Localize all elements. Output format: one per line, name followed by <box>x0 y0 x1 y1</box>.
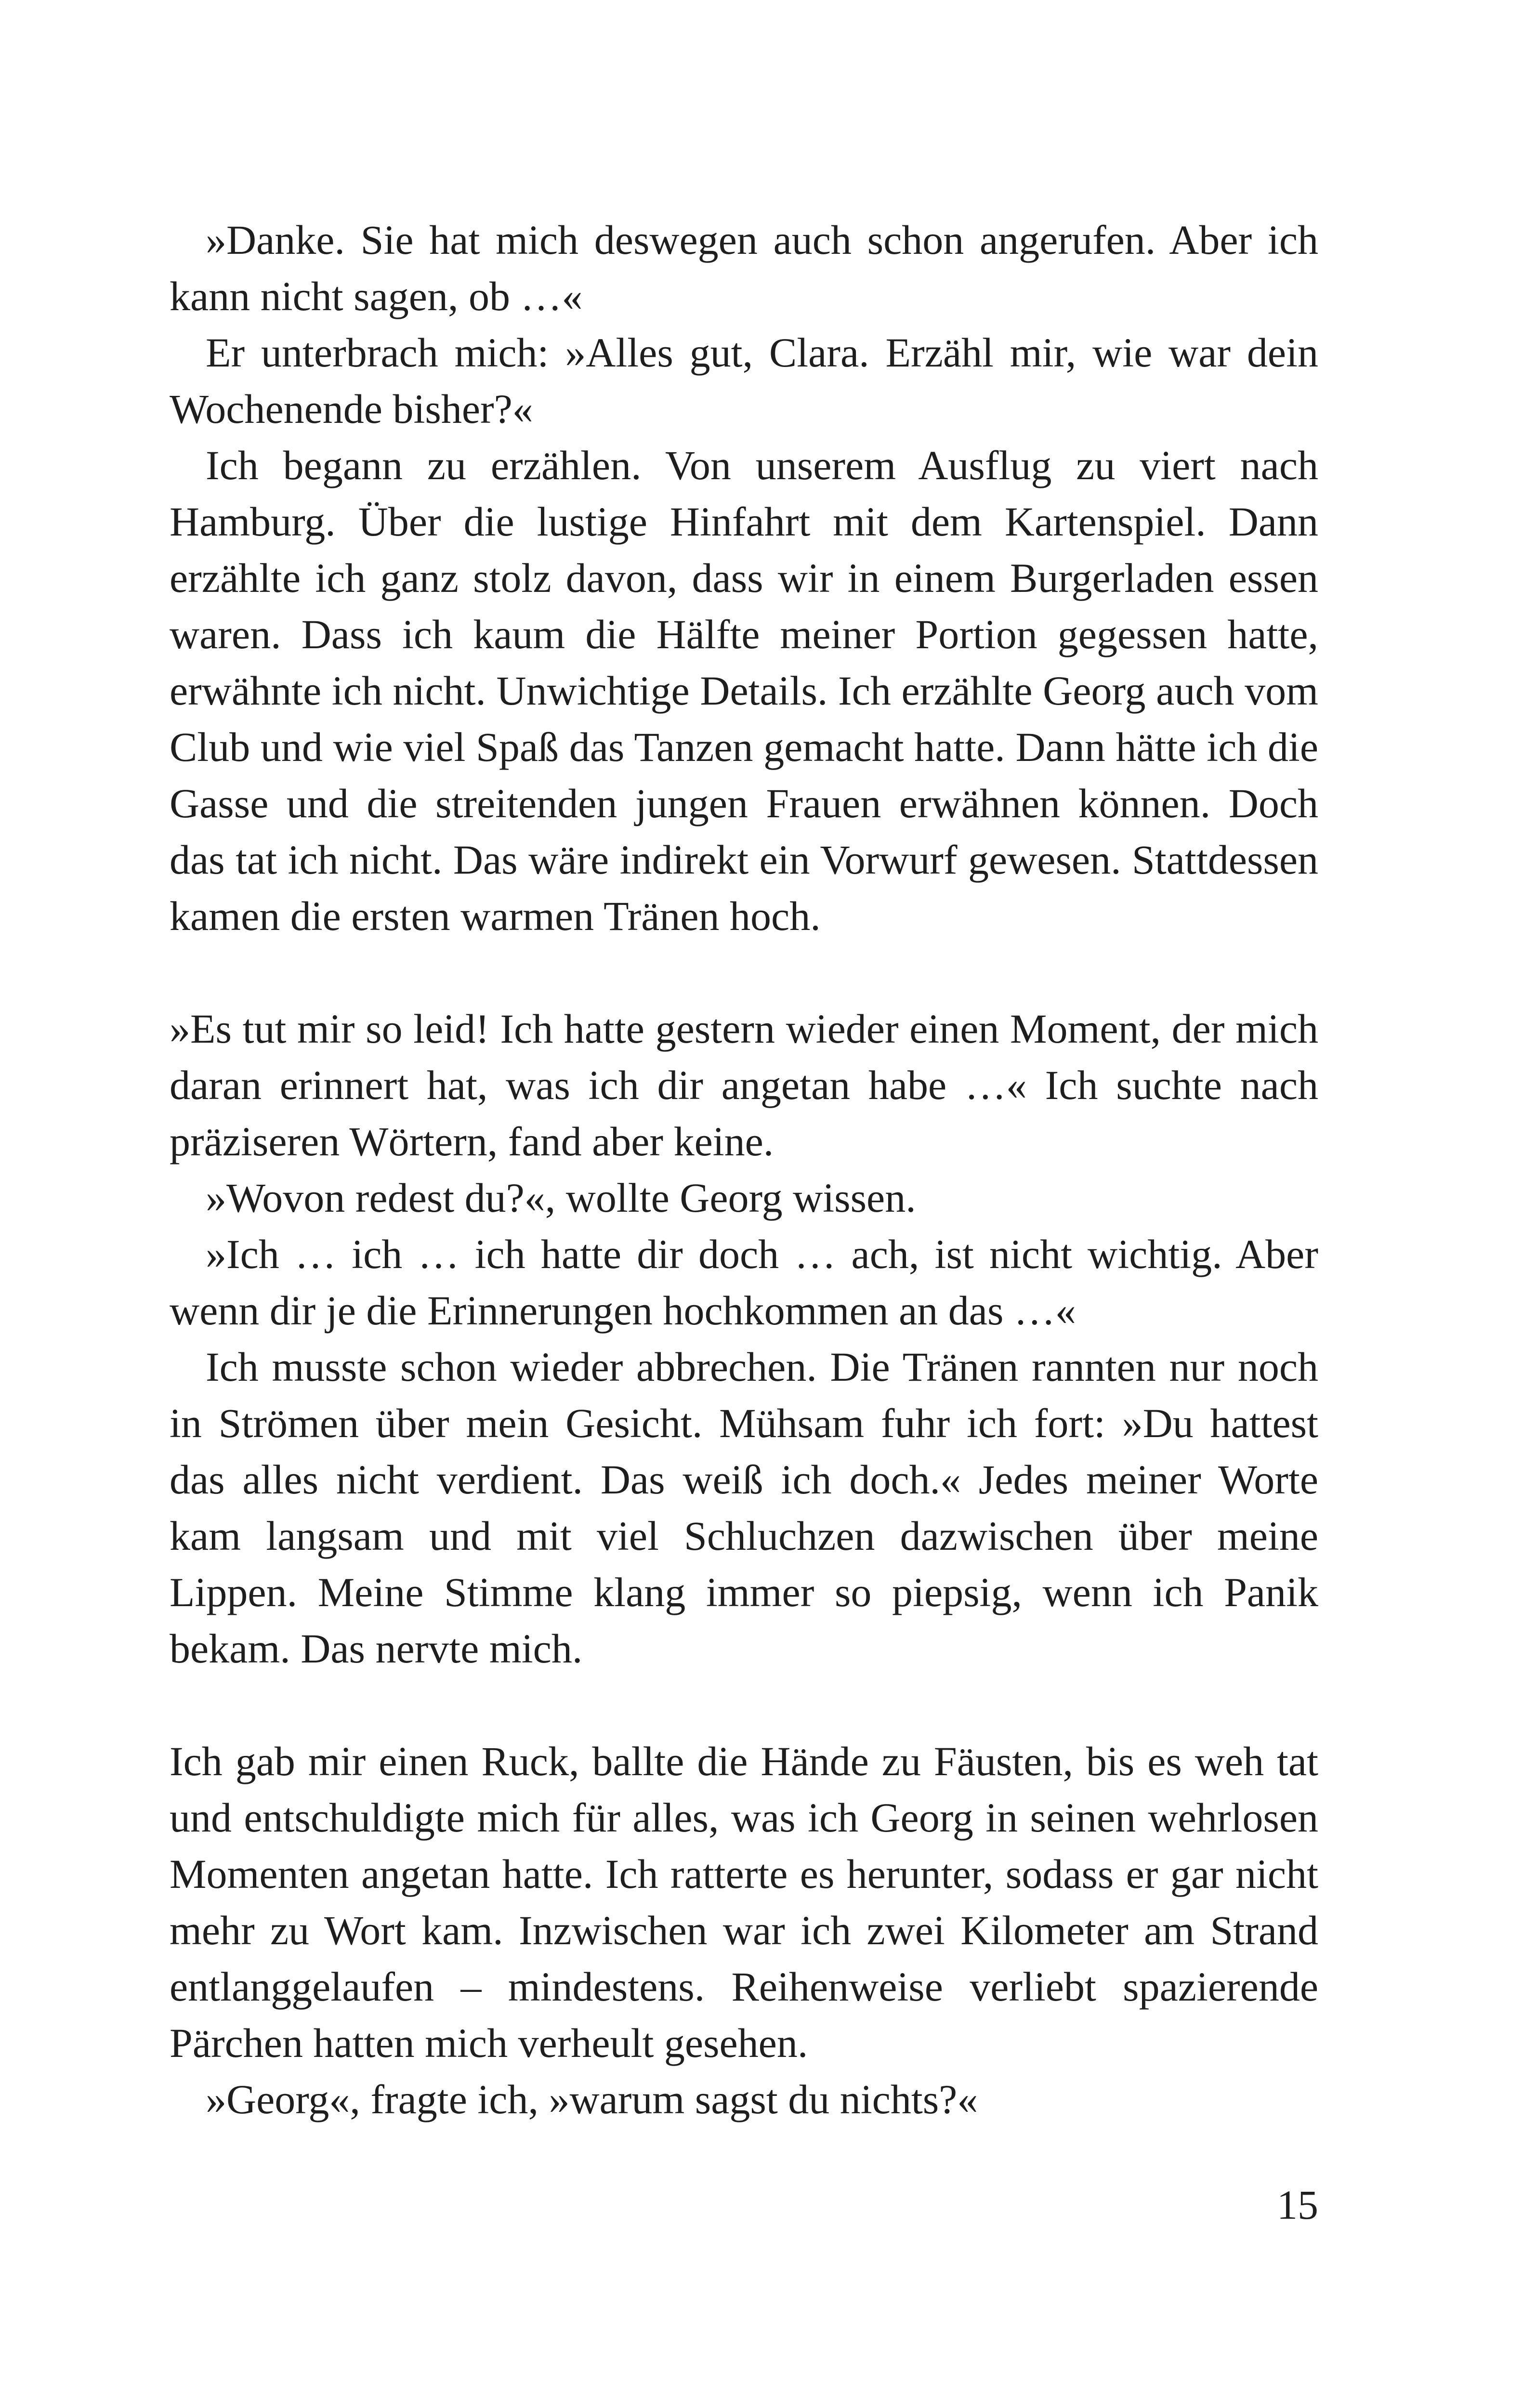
paragraph: Ich musste schon wieder abbrechen. Die Tränen rannten nur noch in Strömen über mein Gesicht. Mühsam fuhr ich fort: »Du hattest das alles nicht verdient. Das weiß ich doch.« Jedes meiner Worte kam langsam und mit viel Schluchzen dazwischen über meine Lippen. Meine Stimme klang immer so piepsig, wenn ich Panik bekam. Das nervte mich. <box>170 1344 1318 1672</box>
paragraph: Er unterbrach mich: »Alles gut, Clara. Erzähl mir, wie war dein Wochenende bisher?« <box>170 329 1318 432</box>
paragraph: Ich begann zu erzählen. Von unserem Ausflug zu viert nach Hamburg. Über die lustige Hinfahrt mit dem Kartenspiel. Dann erzählte ich ganz stolz davon, dass wir in einem Burgerladen essen waren. Dass ich kaum die Hälfte meiner Portion gegessen hatte, erwähnte ich nicht. Unwichtige Details. Ich erzählte Georg auch vom Club und wie viel Spaß das Tanzen gemacht hatte. Dann hätte ich die Gasse und die streitenden jungen Frauen erwähnen können. Doch das tat ich nicht. Das wäre indirekt ein Vorwurf gewesen. Stattdessen kamen die ersten warmen Tränen hoch. <box>170 442 1318 939</box>
paragraph: »Georg«, fragte ich, »warum sagst du nichts?« <box>206 2076 978 2122</box>
page-number: 15 <box>1277 2182 1318 2228</box>
paragraph: »Danke. Sie hat mich deswegen auch schon angerufen. Aber ich kann nicht sagen, ob …« <box>170 217 1318 319</box>
paragraph: »Ich … ich … ich hatte dir doch … ach, ist nicht wichtig. Aber wenn dir je die Erinnerungen hochkommen an das …« <box>170 1231 1318 1334</box>
paragraph: »Es tut mir so leid! Ich hatte gestern wieder einen Moment, der mich daran erinnert hat, was ich dir angetan habe …« Ich suchte nach präziseren Wörtern, fand aber keine. <box>170 1006 1318 1165</box>
paragraph: Ich gab mir einen Ruck, ballte die Hände zu Fäusten, bis es weh tat und entschuldigte mich für alles, was ich Georg in seinen wehrlosen Momenten angetan hatte. Ich ratterte es herunter, sodass er gar nicht mehr zu Wort kam. Inzwischen war ich zwei Kilometer am Strand entlanggelaufen – mindestens. Reihenweise verliebt spazierende Pärchen hatten mich verheult gesehen. <box>170 1738 1318 2066</box>
paragraph: »Wovon redest du?«, wollte Georg wissen. <box>206 1175 916 1221</box>
body-text <box>170 212 1318 2128</box>
